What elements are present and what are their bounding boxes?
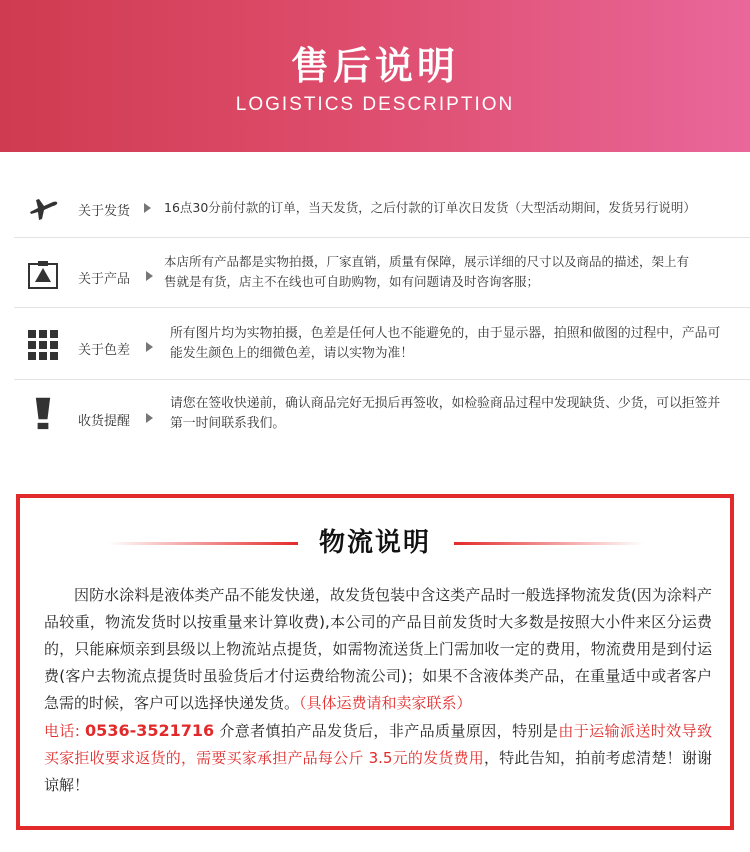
logistics-box: [16, 494, 734, 830]
fee-notice-tail: 元的发货费用: [392, 749, 484, 767]
info-row-receipt: [14, 380, 750, 452]
arrow-right-icon: [146, 271, 153, 281]
header-banner: [0, 0, 750, 152]
fee-price: 3.5: [368, 749, 393, 767]
info-row-text: 16点30分前付款的订单，当天发货，之后付款的订单次日发货（大型活动期间，发货另行说明）: [164, 200, 696, 215]
product-box-icon: [26, 258, 60, 292]
airplane-icon: [26, 190, 60, 224]
logistics-title: 物流说明: [318, 528, 431, 558]
logistics-body: [44, 582, 712, 799]
info-row-color: [14, 308, 750, 380]
info-row-label: 关于色差: [78, 343, 131, 358]
info-row-text: 所有图片均为实物拍摄，色差是任何人也不能避免的，由于显示器，拍照和做图的过程中，产品可能发生颜色上的细微色差，请以实物为准！: [170, 326, 721, 361]
arrow-right-icon: [146, 413, 153, 423]
info-row-text: 本店所有产品都是实物拍摄，厂家直销，质量有保障，展示详细的尺寸以及商品的描述，架上有售就是有货，店主不在线也可自助购物，如有问题请及时咨询客服；: [164, 254, 690, 289]
info-row-label: 关于发货: [78, 204, 131, 219]
page-subtitle: LOGISTICS DESCRIPTION: [235, 94, 515, 115]
logistics-text: 介意者慎拍产品发货后，非产品质量原因，特别是: [214, 722, 559, 740]
closing-text: ，特此告知，拍前考虑清楚！谢谢谅解！: [44, 749, 712, 794]
title-divider-right: [454, 542, 644, 545]
info-row-text: 请您在签收快递前，确认商品完好无损后再签收，如检验商品过程中发现缺货、少货，可以拒签并第一时间联系我们。: [170, 396, 721, 431]
info-row-product: [14, 238, 750, 308]
arrow-right-icon: [144, 203, 151, 213]
phone-number: 0536-3521716: [85, 721, 215, 740]
color-grid-icon: [26, 328, 60, 362]
return-fee-notice: 由于运输派送时效导致买家拒收要求返货的，需要买家承担产品每公斤: [44, 722, 712, 767]
logistics-paragraph: 因防水涂料是液体类产品不能发快递，故发货包装中含这类产品时一般选择物流发货(因为涂料产品较重，物流发货时以按重量来计算收费),本公司的产品目前发货时大多数是按照大小件来区分运费的，只能麻烦亲到县级以上物流站点提货，如需物流送货上门需加收一定的费用，物流费用是到付运费(客户去物流点提货时虽验货后才付运费给物流公司)；如果不含液体类产品，在重量适中或者客户急需的时候，客户可以选择快递发货。: [44, 586, 712, 712]
exclamation-icon: [26, 396, 60, 430]
phone-label: 电话:: [44, 722, 86, 740]
arrow-right-icon: [146, 342, 153, 352]
contact-note: （具体运费请和卖家联系）: [299, 694, 472, 712]
info-row-shipping: [14, 168, 750, 238]
page-title: 售后说明: [290, 44, 459, 88]
info-row-label: 收货提醒: [78, 414, 131, 429]
info-row-label: 关于产品: [78, 272, 131, 287]
